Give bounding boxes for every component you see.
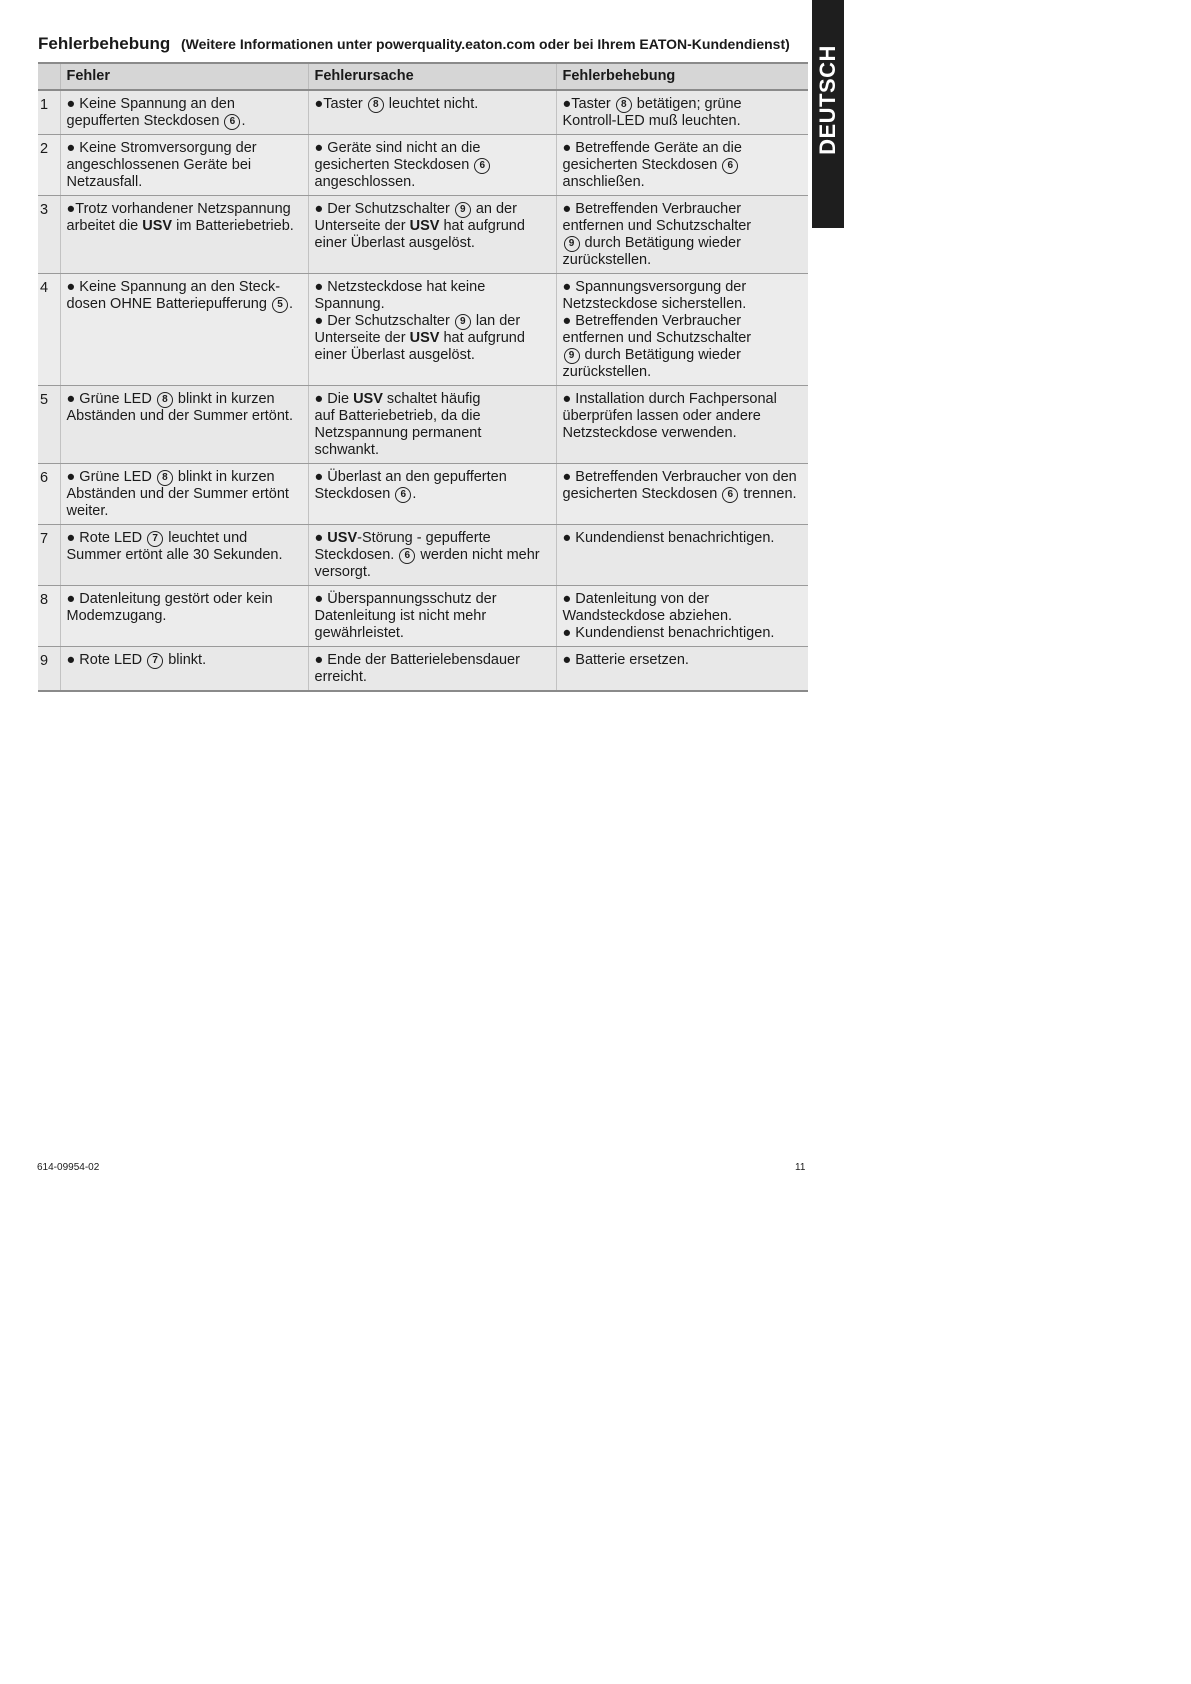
cell-behebung: [556, 196, 808, 274]
reference-number-badge: 7: [147, 531, 163, 547]
text-segment: angeschlossen.: [314, 174, 416, 190]
text-segment: ● Die: [314, 391, 354, 407]
cell-behebung: [556, 525, 808, 586]
cell-line: [563, 157, 803, 174]
cell-ursache: [308, 135, 556, 196]
cell-line: [563, 330, 803, 347]
text-segment: Netzausfall.: [66, 174, 143, 190]
cell-line: [67, 530, 302, 547]
cell-line: [563, 296, 803, 313]
bold-term: USV: [142, 218, 173, 234]
cell-line: [67, 201, 302, 218]
cell-line: [563, 174, 803, 191]
text-segment: anschließen.: [562, 174, 645, 190]
page-number: 11: [795, 1162, 806, 1173]
text-segment: Unterseite der: [314, 218, 410, 234]
table-row: [38, 274, 808, 386]
text-segment: im Batteriebetrieb.: [172, 218, 294, 234]
text-segment: blinkt.: [164, 652, 207, 668]
text-segment: gesicherten Steckdosen: [562, 157, 722, 173]
reference-number-badge: 8: [616, 97, 632, 113]
cell-line: [563, 252, 803, 269]
text-segment: erreicht.: [314, 669, 367, 685]
cell-line: [67, 608, 302, 625]
cell-ursache: [308, 386, 556, 464]
cell-behebung: [556, 90, 808, 135]
cell-line: [67, 113, 302, 130]
table-row: [38, 586, 808, 647]
text-segment: an der: [471, 201, 517, 217]
text-segment: ● Kundendienst benachrichtigen.: [562, 625, 775, 641]
reference-number-badge: 8: [368, 97, 384, 113]
text-segment: Spannung.: [314, 296, 385, 312]
cell-line: [67, 279, 302, 296]
reference-number-badge: 5: [272, 297, 288, 313]
text-segment: schwankt.: [314, 442, 379, 458]
cell-line: [563, 364, 803, 381]
cell-line: [67, 391, 302, 408]
language-tab: [812, 0, 844, 228]
text-segment: ● Grüne LED: [66, 391, 156, 407]
cell-ursache: [308, 586, 556, 647]
text-segment: ● Grüne LED: [66, 469, 156, 485]
cell-fehler: [60, 586, 308, 647]
cell-line: [67, 652, 302, 669]
text-segment: ● Kundendienst benachrichtigen.: [562, 530, 775, 546]
text-segment: blinkt in kurzen: [173, 391, 275, 407]
text-segment: Netzspannung permanent: [314, 425, 482, 441]
cell-line: [563, 235, 803, 252]
cell-line: [563, 625, 803, 642]
table-row: [38, 464, 808, 525]
header-fehler: Fehler: [60, 63, 308, 90]
row-number: 6: [38, 464, 60, 525]
cell-line: [67, 408, 302, 425]
reference-number-badge: 6: [399, 548, 415, 564]
text-segment: ● Überspannungsschutz der: [314, 591, 497, 607]
cell-behebung: [556, 135, 808, 196]
row-number: 3: [38, 196, 60, 274]
text-segment: .: [412, 486, 417, 502]
text-segment: überprüfen lassen oder andere: [562, 408, 761, 424]
cell-fehler: [60, 464, 308, 525]
cell-line: [315, 486, 550, 503]
text-segment: ● Betreffenden Verbraucher: [562, 313, 742, 329]
cell-behebung: [556, 586, 808, 647]
bold-term: USV: [409, 330, 440, 346]
cell-line: [315, 347, 550, 364]
text-segment: versorgt.: [314, 564, 371, 580]
text-segment: ●: [314, 530, 328, 546]
cell-line: [315, 669, 550, 686]
cell-line: [563, 591, 803, 608]
cell-line: [315, 469, 550, 486]
reference-number-badge: 9: [564, 236, 580, 252]
cell-line: [315, 442, 550, 459]
cell-line: [67, 140, 302, 157]
reference-number-badge: 6: [722, 487, 738, 503]
text-segment: zurückstellen.: [562, 252, 652, 268]
text-segment: ● Keine Spannung an den: [66, 96, 235, 112]
text-segment: ● Keine Spannung an den Steck-: [66, 279, 281, 295]
cell-line: [563, 652, 803, 669]
text-segment: schaltet häufig: [382, 391, 481, 407]
cell-line: [563, 391, 803, 408]
cell-line: [315, 608, 550, 625]
text-segment: ● Betreffende Geräte an die: [562, 140, 742, 156]
text-segment: entfernen und Schutzschalter: [562, 218, 752, 234]
text-segment: ● Installation durch Fachpersonal: [562, 391, 777, 407]
cell-line: [315, 625, 550, 642]
text-segment: blinkt in kurzen: [173, 469, 275, 485]
bold-term: USV: [409, 218, 440, 234]
text-segment: ● Netzsteckdose hat keine: [314, 279, 486, 295]
row-number: 1: [38, 90, 60, 135]
document-number: 614-09954-02: [37, 1162, 100, 1173]
cell-line: [67, 486, 302, 503]
cell-line: [315, 530, 550, 547]
text-segment: ● Datenleitung gestört oder kein: [66, 591, 273, 607]
cell-line: [563, 113, 803, 130]
cell-line: [563, 279, 803, 296]
text-segment: ● Rote LED: [66, 530, 147, 546]
text-segment: auf Batteriebetrieb, da die: [314, 408, 481, 424]
cell-line: [315, 564, 550, 581]
text-segment: Kontroll-LED muß leuchten.: [562, 113, 741, 129]
text-segment: arbeitet die: [66, 218, 143, 234]
text-segment: .: [288, 296, 293, 312]
cell-line: [315, 391, 550, 408]
cell-line: [563, 425, 803, 442]
cell-line: [563, 140, 803, 157]
text-segment: gepufferten Steckdosen: [66, 113, 224, 129]
cell-line: [315, 201, 550, 218]
cell-line: [315, 174, 550, 191]
page-title: [38, 34, 790, 54]
cell-line: [563, 96, 803, 113]
row-number: 5: [38, 386, 60, 464]
cell-behebung: [556, 274, 808, 386]
bold-term: USV: [327, 530, 358, 546]
reference-number-badge: 6: [474, 158, 490, 174]
language-tab-label: DEUTSCH: [815, 45, 840, 155]
text-segment: .: [241, 113, 246, 129]
cell-line: [67, 547, 302, 564]
reference-number-badge: 7: [147, 653, 163, 669]
text-segment: ● Ende der Batterielebensdauer: [314, 652, 520, 668]
header-num: [38, 63, 60, 90]
text-segment: einer Überlast ausgelöst.: [314, 347, 475, 363]
cell-line: [563, 347, 803, 364]
table-row: [38, 386, 808, 464]
text-segment: Abständen und der Summer ertönt.: [66, 408, 293, 424]
cell-line: [315, 96, 550, 113]
cell-line: [563, 486, 803, 503]
cell-line: [315, 313, 550, 330]
table-row: [38, 647, 808, 692]
cell-behebung: [556, 464, 808, 525]
text-segment: zurückstellen.: [562, 364, 652, 380]
text-segment: ● Der Schutzschalter: [314, 313, 454, 329]
cell-line: [563, 469, 803, 486]
row-number: 7: [38, 525, 60, 586]
cell-fehler: [60, 90, 308, 135]
reference-number-badge: 8: [157, 392, 173, 408]
text-segment: -Störung - gepufferte: [357, 530, 491, 546]
text-segment: ● Batterie ersetzen.: [562, 652, 689, 668]
table-row: [38, 135, 808, 196]
text-segment: Wandsteckdose abziehen.: [562, 608, 733, 624]
cell-fehler: [60, 196, 308, 274]
text-segment: Abständen und der Summer ertönt: [66, 486, 289, 502]
reference-number-badge: 6: [395, 487, 411, 503]
cell-line: [67, 503, 302, 520]
cell-behebung: [556, 386, 808, 464]
row-number: 4: [38, 274, 60, 386]
text-segment: ● Spannungsversorgung der: [562, 279, 747, 295]
text-segment: ●Taster: [562, 96, 615, 112]
cell-line: [315, 330, 550, 347]
cell-line: [67, 296, 302, 313]
text-segment: weiter.: [66, 503, 109, 519]
cell-line: [563, 201, 803, 218]
text-segment: Netzsteckdose sicherstellen.: [562, 296, 747, 312]
text-segment: einer Überlast ausgelöst.: [314, 235, 475, 251]
text-segment: ● Betreffenden Verbraucher von den: [562, 469, 797, 485]
text-segment: ● Betreffenden Verbraucher: [562, 201, 742, 217]
cell-fehler: [60, 525, 308, 586]
cell-line: [315, 296, 550, 313]
cell-line: [67, 157, 302, 174]
text-segment: ● Überlast an den gepufferten: [314, 469, 507, 485]
reference-number-badge: 8: [157, 470, 173, 486]
text-segment: ● Rote LED: [66, 652, 147, 668]
text-segment: betätigen; grüne: [632, 96, 742, 112]
cell-ursache: [308, 196, 556, 274]
cell-ursache: [308, 274, 556, 386]
cell-line: [315, 157, 550, 174]
text-segment: gesicherten Steckdosen: [314, 157, 474, 173]
table-row: [38, 90, 808, 135]
cell-line: [315, 547, 550, 564]
text-segment: ●Trotz vorhandener Netzspannung: [66, 201, 291, 217]
text-segment: ●Taster: [314, 96, 367, 112]
text-segment: Steckdosen: [314, 486, 395, 502]
title-main: Fehlerbehebung: [38, 34, 171, 53]
text-segment: dosen OHNE Batteriepufferung: [66, 296, 271, 312]
cell-line: [67, 96, 302, 113]
text-segment: durch Betätigung wieder: [580, 235, 741, 251]
cell-ursache: [308, 90, 556, 135]
text-segment: Netzsteckdose verwenden.: [562, 425, 737, 441]
text-segment: entfernen und Schutzschalter: [562, 330, 752, 346]
reference-number-badge: 9: [564, 348, 580, 364]
header-fehlerbehebung: Fehlerbehebung: [556, 63, 808, 90]
cell-ursache: [308, 464, 556, 525]
cell-fehler: [60, 647, 308, 692]
text-segment: durch Betätigung wieder: [580, 347, 741, 363]
text-segment: Summer ertönt alle 30 Sekunden.: [66, 547, 283, 563]
table-body: [38, 90, 808, 691]
troubleshooting-table: [38, 62, 808, 692]
cell-line: [563, 218, 803, 235]
table-row: [38, 196, 808, 274]
text-segment: hat aufgrund: [439, 218, 525, 234]
text-segment: gewährleistet.: [314, 625, 404, 641]
cell-line: [315, 140, 550, 157]
text-segment: ● Der Schutzschalter: [314, 201, 454, 217]
cell-line: [563, 608, 803, 625]
row-number: 9: [38, 647, 60, 692]
cell-ursache: [308, 647, 556, 692]
cell-line: [315, 425, 550, 442]
cell-line: [315, 218, 550, 235]
reference-number-badge: 9: [455, 202, 471, 218]
cell-line: [315, 408, 550, 425]
text-segment: Steckdosen.: [314, 547, 399, 563]
bold-term: USV: [353, 391, 383, 407]
text-segment: leuchtet nicht.: [384, 96, 479, 112]
row-number: 2: [38, 135, 60, 196]
table-header-row: [38, 63, 808, 90]
text-segment: trennen.: [739, 486, 797, 502]
reference-number-badge: 6: [224, 114, 240, 130]
cell-behebung: [556, 647, 808, 692]
cell-line: [67, 591, 302, 608]
text-segment: Datenleitung ist nicht mehr: [314, 608, 487, 624]
cell-line: [563, 530, 803, 547]
text-segment: leuchtet und: [164, 530, 248, 546]
cell-fehler: [60, 135, 308, 196]
cell-line: [315, 279, 550, 296]
cell-line: [315, 235, 550, 252]
title-subtitle: (Weitere Informationen unter powerquality.eaton.com oder bei Ihrem EATON-Kundendienst): [180, 36, 790, 52]
cell-line: [315, 591, 550, 608]
text-segment: Modemzugang.: [66, 608, 167, 624]
cell-line: [563, 313, 803, 330]
text-segment: gesicherten Steckdosen: [562, 486, 722, 502]
text-segment: ● Datenleitung von der: [562, 591, 710, 607]
reference-number-badge: 9: [455, 314, 471, 330]
text-segment: angeschlossenen Geräte bei: [66, 157, 252, 173]
text-segment: ● Geräte sind nicht an die: [314, 140, 481, 156]
cell-line: [67, 218, 302, 235]
text-segment: lan der: [471, 313, 521, 329]
text-segment: hat aufgrund: [439, 330, 525, 346]
row-number: 8: [38, 586, 60, 647]
cell-fehler: [60, 386, 308, 464]
reference-number-badge: 6: [722, 158, 738, 174]
header-fehlerursache: Fehlerursache: [308, 63, 556, 90]
cell-line: [563, 408, 803, 425]
text-segment: ● Keine Stromversorgung der: [66, 140, 257, 156]
cell-line: [67, 469, 302, 486]
text-segment: Unterseite der: [314, 330, 410, 346]
table-row: [38, 525, 808, 586]
cell-ursache: [308, 525, 556, 586]
text-segment: werden nicht mehr: [416, 547, 540, 563]
cell-line: [67, 174, 302, 191]
cell-line: [315, 652, 550, 669]
cell-fehler: [60, 274, 308, 386]
